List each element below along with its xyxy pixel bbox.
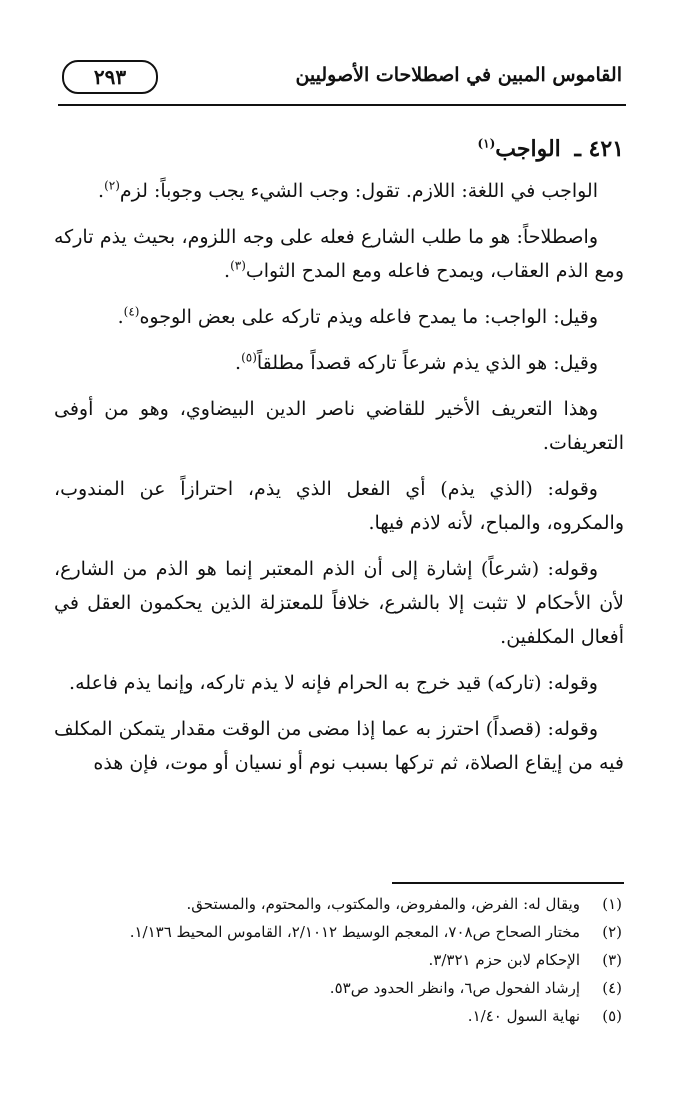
footnote-number: (٥) [602, 1007, 622, 1025]
paragraph-tail: . [235, 352, 242, 374]
footnote-number: (١) [602, 895, 622, 913]
paragraph-text: واصطلاحاً: هو ما طلب الشارع فعله على وجه اللزوم، بحيث يذم تاركه ومع الذم العقاب، ويمدح فاعله ومع المدح الثواب [54, 226, 624, 282]
note-ref: (٣) [230, 258, 246, 273]
footnote-text: نهاية السول ١/٤٠. [467, 1007, 580, 1025]
footnote-text: الإحكام لابن حزم ٣/٣٢١. [428, 951, 580, 969]
footnote-divider [392, 882, 624, 884]
paragraph-text: وقيل: هو الذي يذم شرعاً تاركه قصداً مطلقاً [256, 352, 598, 374]
header-divider [58, 104, 626, 106]
entry-title: الواجب [495, 136, 561, 162]
paragraph: وقوله: (شرعاً) إشارة إلى أن الذم المعتبر إنما هو الذم من الشارع، لأن الأحكام لا تثبت إلا بالشرع، خلافاً للمعتزلة الذين يحكمون العقل في أفعال المكلفين. [54, 558, 624, 648]
entry-title-note: (١) [477, 136, 496, 151]
paragraph-tail: . [117, 306, 124, 328]
footnote [54, 1002, 622, 1030]
footnote-number: (٣) [602, 951, 622, 969]
paragraph [54, 220, 624, 288]
paragraph-tail: . [98, 180, 105, 202]
footnote [54, 946, 622, 974]
paragraph [54, 300, 624, 334]
footnote [54, 890, 622, 918]
footnote-text: ويقال له: الفرض، والمفروض، والمكتوب، والمحتوم، والمستحق. [186, 895, 580, 913]
paragraph: وهذا التعريف الأخير للقاضي ناصر الدين البيضاوي، وهو من أوفى التعريفات. [54, 398, 624, 454]
paragraph-text: الواجب في اللغة: اللازم. تقول: وجب الشيء يجب وجوباً: لزم [119, 180, 598, 202]
note-ref: (٥) [241, 350, 257, 365]
entry-heading [54, 132, 624, 166]
footnotes [54, 890, 622, 1030]
paragraph-text: وقيل: الواجب: ما يمدح فاعله ويذم تاركه على بعض الوجوه [139, 306, 598, 328]
paragraph [54, 174, 624, 208]
paragraph: وقوله: (الذي يذم) أي الفعل الذي يذم، احترازاً عن المندوب، والمكروه، والمباح، لأنه لاذم فيها. [54, 478, 624, 534]
note-ref: (٤) [123, 304, 140, 319]
footnote [54, 974, 622, 1002]
footnote [54, 918, 622, 946]
footnote-number: (٢) [602, 923, 622, 941]
page-number: ٢٩٣ [62, 60, 158, 94]
footnote-number: (٤) [602, 979, 622, 997]
footnote-text: إرشاد الفحول ص٦، وانظر الحدود ص٥٣. [329, 979, 580, 997]
paragraph-tail: . [224, 260, 231, 282]
entry-number: ٤٢١ ـ [574, 136, 624, 162]
paragraph: وقوله: (قصداً) احترز به عما إذا مضى من الوقت مقدار يتمكن المكلف فيه من إيقاع الصلاة، ثم تركها بسبب نوم أو نسيان أو موت، فإن هذه [54, 718, 624, 774]
paragraph [54, 346, 624, 380]
paragraph: وقوله: (تاركه) قيد خرج به الحرام فإنه لا يذم تاركه، وإنما يذم فاعله. [69, 672, 598, 694]
main-text [54, 132, 624, 792]
footnote-text: مختار الصحاح ص٧٠٨، المعجم الوسيط ٢/١٠١٢، القاموس المحيط ١/١٣٦. [129, 923, 580, 941]
running-header: القاموس المبين في اصطلاحات الأصوليين [295, 64, 622, 86]
note-ref: (٢) [104, 178, 120, 193]
